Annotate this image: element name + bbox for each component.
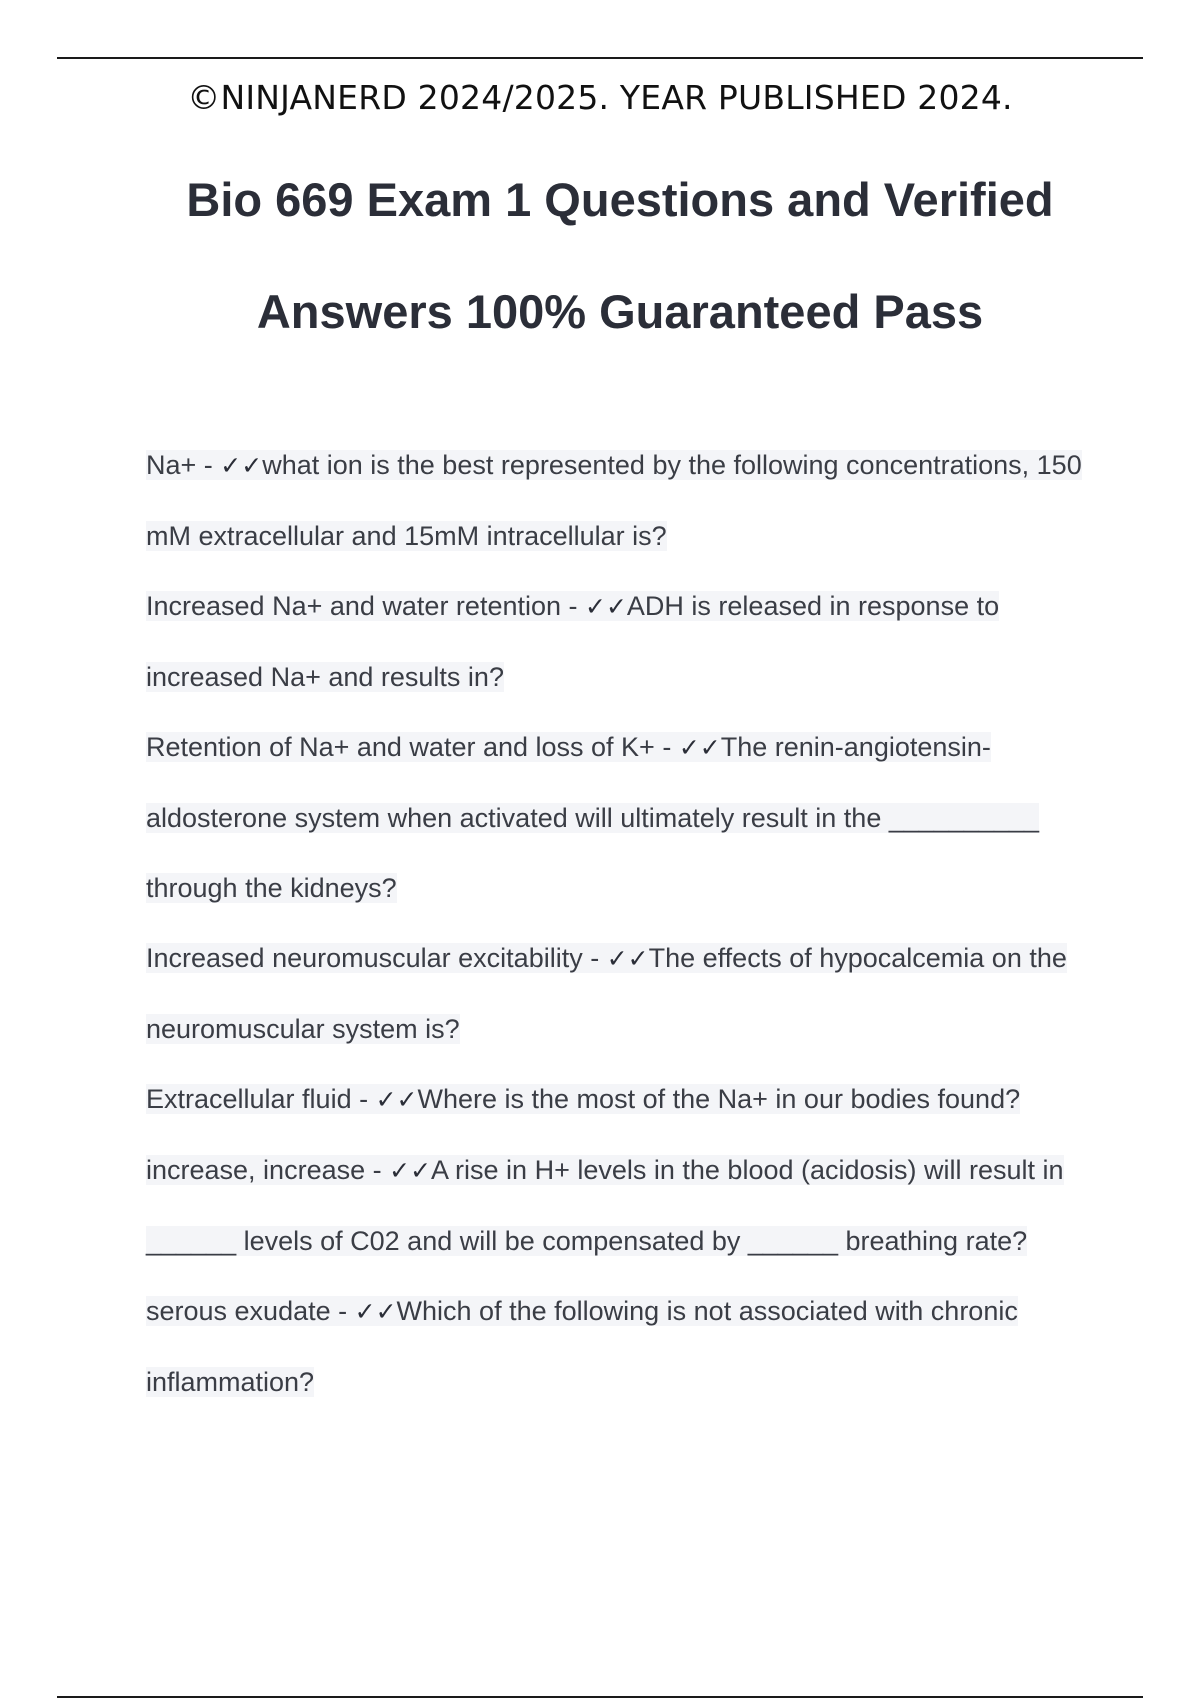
qa-separator: - (654, 732, 679, 762)
qa-item (146, 430, 1096, 571)
qa-separator: - (196, 450, 221, 480)
qa-item (146, 1276, 1096, 1417)
qa-question: ADH is released in response to increased Na+ and results in? (146, 591, 1000, 692)
bottom-rule (57, 1696, 1143, 1698)
double-check-icon: ✓✓ (389, 1156, 432, 1185)
qa-item (146, 1135, 1096, 1276)
qa-answer: Retention of Na+ and water and loss of K+ (146, 732, 655, 762)
copyright-header: ©NINJANERD 2024/2025. YEAR PUBLISHED 2024. (187, 78, 1013, 117)
qa-question: A rise in H+ levels in the blood (acidosis) will result in ______ levels of C02 and will be compensated by ______ breathing rate? (146, 1155, 1064, 1256)
qa-separator: - (561, 591, 586, 621)
qa-answer: serous exudate (146, 1296, 331, 1326)
qa-question: The renin-angiotensin-aldosterone system when activated will ultimately result in the __________ through the kidneys? (146, 732, 1040, 903)
qa-answer: Increased neuromuscular excitability (146, 943, 583, 973)
qa-question: what ion is the best represented by the following concentrations, 150 mM extracellular and 15mM intracellular is? (146, 450, 1082, 551)
qa-separator: - (582, 943, 607, 973)
qa-list (146, 430, 1096, 1417)
double-check-icon: ✓✓ (585, 592, 627, 621)
qa-item (146, 571, 1096, 712)
qa-separator: - (330, 1296, 355, 1326)
qa-answer: increase, increase (146, 1155, 366, 1185)
double-check-icon: ✓✓ (678, 733, 721, 762)
qa-item (146, 923, 1096, 1064)
qa-answer: Extracellular fluid (146, 1084, 352, 1114)
double-check-icon: ✓✓ (375, 1085, 418, 1114)
document-title: Bio 669 Exam 1 Questions and Verified Answers 100% Guaranteed Pass (186, 173, 1054, 338)
qa-separator: - (351, 1084, 376, 1114)
qa-answer: Increased Na+ and water retention (146, 591, 562, 621)
qa-item (146, 1064, 1096, 1135)
qa-separator: - (365, 1155, 390, 1185)
qa-question: Where is the most of the Na+ in our bodies found? (417, 1084, 1021, 1114)
double-check-icon: ✓✓ (354, 1297, 397, 1326)
qa-question: The effects of hypocalcemia on the neuromuscular system is? (146, 943, 1067, 1044)
double-check-icon: ✓✓ (606, 944, 649, 973)
top-rule (57, 57, 1143, 59)
qa-item (146, 712, 1096, 923)
double-check-icon: ✓✓ (220, 451, 263, 480)
qa-question: Which of the following is not associated with chronic inflammation? (146, 1296, 1018, 1397)
qa-answer: Na+ (146, 450, 197, 480)
